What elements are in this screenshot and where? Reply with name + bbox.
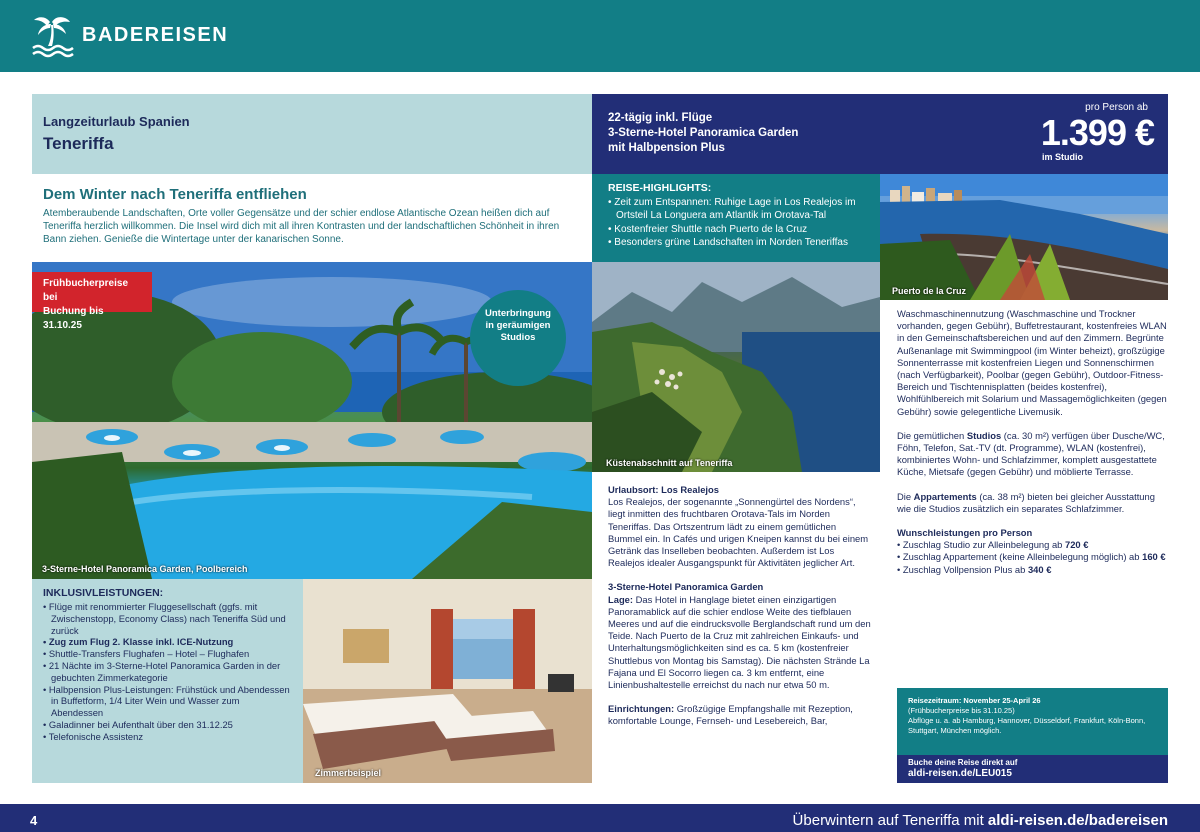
photo-caption: 3-Sterne-Hotel Panoramica Garden, Poolbereich [42, 564, 248, 574]
middle-text-column [608, 484, 873, 728]
paragraph [608, 703, 873, 727]
text: (ca. 30 m²) verfügen über Dusche/WC, Föhn, Telefon, Sat.-TV (dt. Programme), WLAN (kostenfrei), kombiniertes Wohn- und Schlafzimmer, komplett ausgestattete Küche, Mietsafe (gegen Gebühr) und möblierte Terrasse. [897, 429, 1165, 478]
inclusive-heading: INKLUSIVLEISTUNGEN: [43, 587, 164, 599]
highlights-box [592, 174, 880, 262]
inclusive-item: • Zug zum Flug 2. Klasse inkl. ICE-Nutzung [43, 636, 234, 648]
highlight-item: • Besonders grüne Landschaften im Norden Teneriffas [608, 237, 848, 249]
offer-line1: 22-tägig inkl. Flüge [608, 112, 713, 124]
page-title: Teneriffa [43, 134, 114, 153]
offer-line3: mit Halbpension Plus [608, 142, 725, 154]
price: 160 € [1142, 551, 1166, 563]
photo-caption: Puerto de la Cruz [892, 286, 967, 296]
inclusive-item: • Shuttle-Transfers Flughafen – Hotel – Flughafen [43, 648, 250, 660]
circle-line: Studios [500, 332, 536, 343]
text: Die gemütlichen [897, 429, 967, 441]
offer-line2: 3-Sterne-Hotel Panoramica Garden [608, 127, 799, 139]
highlight-item: • Zeit zum Entspannen: Ruhige Lage in Los Realejos im [608, 197, 856, 208]
inclusive-item: • Flüge mit renommierter Fluggesellschaft (ggfs. mit Zwischenstopp, Economy Class) nach Teneriffa Süd und zurück [43, 601, 286, 636]
price-prefix: pro Person ab [1085, 102, 1148, 113]
section-heading: Wunschleistungen pro Person [897, 527, 1033, 539]
puerto-photo [880, 174, 1168, 300]
footer-label: Überwintern auf Teneriffa mit [792, 812, 988, 829]
price: 340 € [1027, 563, 1052, 575]
paragraph: Waschmaschinennutzung (Waschmaschine und Trockner vorhanden, gegen Gebühr), Buffetrestaurant, kostenfreies WLAN in den Gemeinschaftsbereichen und auf den Zimmern. Begrünte Außenanlage mit Swimmingpool (im Winter beheizt), großzügige Sonnenterrasse mit kostenfreien Liegen und Sonnenschirmen (nach Verfügbarkeit), Poolbar (gegen Gebühr), Outdoor-Fitness-Bereich und Tischtennisplatten (beides kostenfrei), Wohlfühlbereich mit Solarium und Massagemöglichkeiten (gegen Gebühr) sowie gelegentliche Livemusik. [897, 308, 1167, 417]
early-booking-note: (Frühbucherpreise bis 31.10.25) [908, 706, 1015, 715]
footer-link[interactable]: aldi-reisen.de/badereisen [987, 812, 1168, 829]
photo-caption: Zimmerbeispiel [315, 768, 382, 778]
text: (ca. 38 m²) bieten bei gleicher Ausstattung wie die Studios zusätzlich ein separates Schlafzimmer. [897, 490, 1155, 514]
paragraph [608, 594, 873, 692]
text: • Zuschlag Studio zur Alleinbelegung ab [897, 539, 1065, 551]
right-text-column [897, 308, 1169, 576]
label: Lage: [608, 593, 634, 605]
paragraph [897, 491, 1169, 515]
studio-circle-badge [470, 290, 566, 386]
text: Appartements [913, 490, 977, 502]
section-heading: Urlaubsort: Los Realejos [608, 484, 719, 495]
booking-link[interactable]: aldi-reisen.de/LEU015 [908, 768, 1012, 779]
inclusive-item: • Galadinner bei Aufenthalt über den 31.12.25 [43, 718, 233, 730]
highlight-item: • Kostenfreier Shuttle nach Puerto de la Cruz [608, 223, 808, 235]
inclusive-services-box [32, 579, 303, 783]
room-photo [303, 579, 592, 783]
intro-heading: Dem Winter nach Teneriffa entfliehen [43, 186, 307, 203]
circle-line: Unterbringung [485, 308, 551, 319]
highlights-heading: REISE-HIGHLIGHTS: [608, 182, 712, 194]
text: Das Hotel in Hanglage bietet einen einzigartigen Panoramablick auf die schier endlose Weite des tiefblauen Meeres und auf die eindrucksvolle Berglandschaft rund um den Teide. Nach Puerto de la Cruz mit zahlreichen Einkaufs- und Unterhaltungsmöglichkeiten sind es ca. 5 km (kostenfreier Shuttlebus von Montag bis Samstag). Die nächsten Strände La Fajana und El Socorro liegen ca. 3 km entfernt, eine Linienbushaltestelle erreichst du nach nur etwa 50 m. [608, 593, 871, 691]
photo-caption: Küstenabschnitt auf Teneriffa [606, 458, 733, 468]
footer-text [793, 812, 1168, 829]
title-kicker: Langzeiturlaub Spanien [43, 114, 190, 129]
inclusive-item: • 21 Nächte im 3-Sterne-Hotel Panoramica Garden in der gebuchten Zimmerkategorie [43, 659, 281, 683]
text: Großzügige Empfangshalle mit Rezeption, komfortable Lounge, Fernseh- und Lesebereich, Bar, [608, 703, 853, 727]
coast-photo [592, 262, 880, 472]
brand-title: BADEREISEN [82, 24, 229, 46]
header-bar [0, 0, 1200, 72]
circle-line: in geräumigen [485, 320, 551, 331]
label: Einrichtungen: [608, 703, 675, 715]
inclusive-item: • Halbpension Plus-Leistungen: Frühstück und Abendessen in Buffetform, 1/4 Liter Wein und Wasser zum Abendessen [43, 683, 290, 719]
paragraph [897, 430, 1169, 479]
title-box [32, 94, 592, 174]
wish-item [897, 551, 1169, 563]
section-heading: 3-Sterne-Hotel Panoramica Garden [608, 581, 764, 593]
departures-note: Abflüge u. a. ab Hamburg, Hannover, Düsseldorf, Frankfurt, Köln-Bonn, Stuttgart, München möglich. [908, 716, 1146, 735]
footer-bar [0, 804, 1200, 832]
badge-line: Buchung bis 31.10.25 [43, 306, 104, 331]
booking-box[interactable] [897, 755, 1168, 783]
early-booking-badge [32, 272, 152, 331]
booking-label: Buche deine Reise direkt auf [908, 758, 1018, 767]
text: • Zuschlag Appartement (keine Alleinbelegung möglich) ab [897, 551, 1143, 563]
text: Die [897, 490, 914, 502]
inclusive-item: • Telefonische Assistenz [43, 730, 144, 742]
palm-island-icon [30, 14, 76, 58]
text: • Zuschlag Vollpension Plus ab [897, 563, 1028, 575]
wish-item [897, 539, 1169, 551]
price-unit: im Studio [1042, 152, 1083, 162]
badge-line: Frühbucherpreise bei [43, 278, 129, 303]
travel-period: Reisezeitraum: November 25-April 26 [908, 696, 1041, 705]
text: Studios [966, 429, 1002, 441]
highlight-item: Ortsteil La Longuera am Atlantik im Orotava-Tal [616, 210, 827, 222]
price: 720 € [1064, 539, 1089, 551]
offer-box [592, 94, 1168, 174]
wish-item [897, 564, 1169, 576]
price-value: 1.399 € [1040, 112, 1154, 153]
paragraph: Los Realejos, der sogenannte „Sonnengürtel des Nordens“, liegt inmitten des fruchtbaren Orotava-Tals im Norden Teneriffas. Das Ortszentrum lädt zu einem gemütlichen Bummel ein. In Cafés und urigen Kneipen kannst du bei einem Getränk das Inselleben beobachten. Außerdem ist Los Realejos idealer Ausgangspunkt für Aktivitäten jeglicher Art. [608, 496, 869, 569]
intro-text: Atemberaubende Landschaften, Orte voller Gegensätze und der schier endlose Atlantische Ozean heißen dich auf Teneriffa herzlich willkommen. Die Insel wird dich mit all ihren Kontrasten und der landschaftlichen Schönheit in ihren Bann ziehen. Genieße die Wintertage unter der kanarischen Sonne. [43, 208, 560, 245]
page-number: 4 [30, 813, 38, 828]
